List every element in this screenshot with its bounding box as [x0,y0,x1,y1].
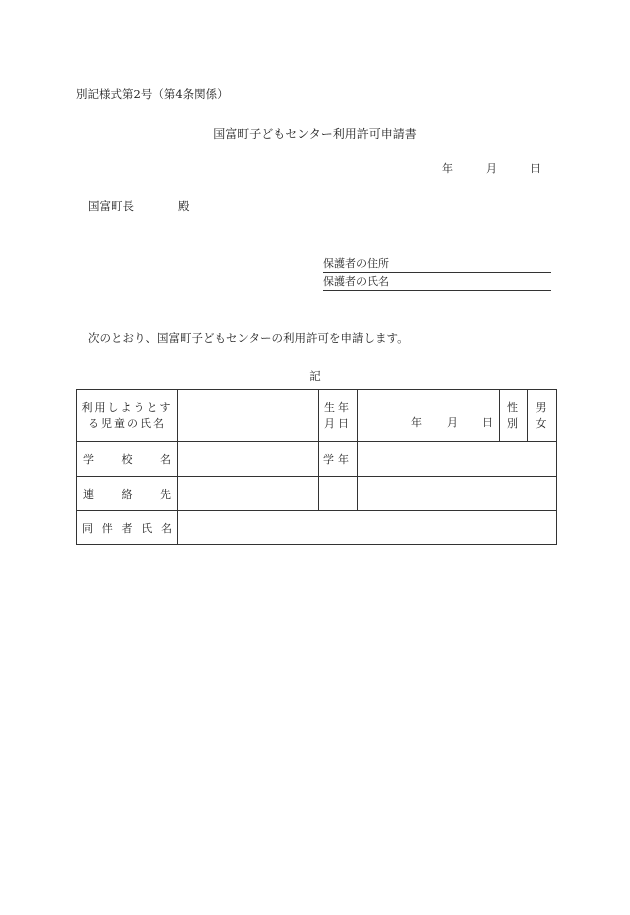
contact-label-cell [77,477,178,511]
date-month: 月 [486,162,497,175]
addressee [88,198,190,214]
birthdate-label-line1: 生年 [324,400,352,414]
contact-char: 絡 [121,487,133,501]
sex-options-cell[interactable] [528,390,557,442]
guardian-address-field[interactable] [323,255,551,273]
birth-year-label: 年 [411,416,422,429]
companion-name-input[interactable] [178,511,557,545]
child-name-row [77,390,557,442]
school-name-char: 校 [121,453,133,466]
companion-char: 同 [82,521,93,535]
contact-char: 先 [160,487,171,501]
contact-input[interactable] [178,477,319,511]
date-day: 日 [530,162,541,175]
school-name-char: 学 [83,453,94,466]
birth-month-label: 月 [447,416,458,429]
companion-char: 者 [121,521,133,535]
application-table [76,389,557,545]
sex-option-male[interactable]: 男 [535,400,549,414]
birthdate-input[interactable] [358,390,500,442]
ki-heading: 記 [309,369,321,383]
child-name-input[interactable] [178,390,319,442]
birth-day-label: 日 [482,416,493,429]
sex-option-female[interactable]: 女 [535,416,549,430]
contact-extra-input[interactable] [319,477,358,511]
guardian-name-field[interactable] [323,273,551,291]
addressee-honorific: 殿 [178,199,190,213]
school-row [77,442,557,477]
form-reference: 別記様式第2号（第4条関係） [76,87,229,101]
companion-char: 伴 [101,521,113,535]
birthdate-label-cell [319,390,358,442]
grade-input[interactable] [358,442,557,477]
companion-char: 氏 [141,521,153,535]
companion-label-cell [77,511,178,545]
grade-label-cell [319,442,358,477]
sex-label-line2: 別 [507,416,520,430]
companion-char: 名 [161,521,172,535]
school-name-label-cell [77,442,178,477]
child-name-label-cell [77,390,178,442]
school-name-char: 名 [160,453,171,466]
sex-label-cell [500,390,528,442]
birthdate-label-line2: 月日 [324,416,352,430]
companion-row [77,511,557,545]
child-name-label-line2: る児童の氏名 [88,416,166,430]
grade-label: 学年 [323,453,353,466]
request-statement: 次のとおり、国富町子どもセンターの利用許可を申請します。 [88,331,409,345]
contact-row [77,477,557,511]
addressee-name: 国富町長 [88,199,134,213]
date-year: 年 [442,162,453,175]
contact-char: 連 [83,487,94,501]
contact-detail-input[interactable] [358,477,557,511]
guardian-name-label: 保護者の氏名 [323,275,389,288]
guardian-address-label: 保護者の住所 [323,257,389,270]
child-name-label-line1: 利用しようとす [81,400,173,414]
date-line [442,160,541,176]
sex-label-line1: 性 [507,400,520,414]
document-title: 国富町子どもセンター利用許可申請書 [213,127,417,141]
school-name-input[interactable] [178,442,319,477]
